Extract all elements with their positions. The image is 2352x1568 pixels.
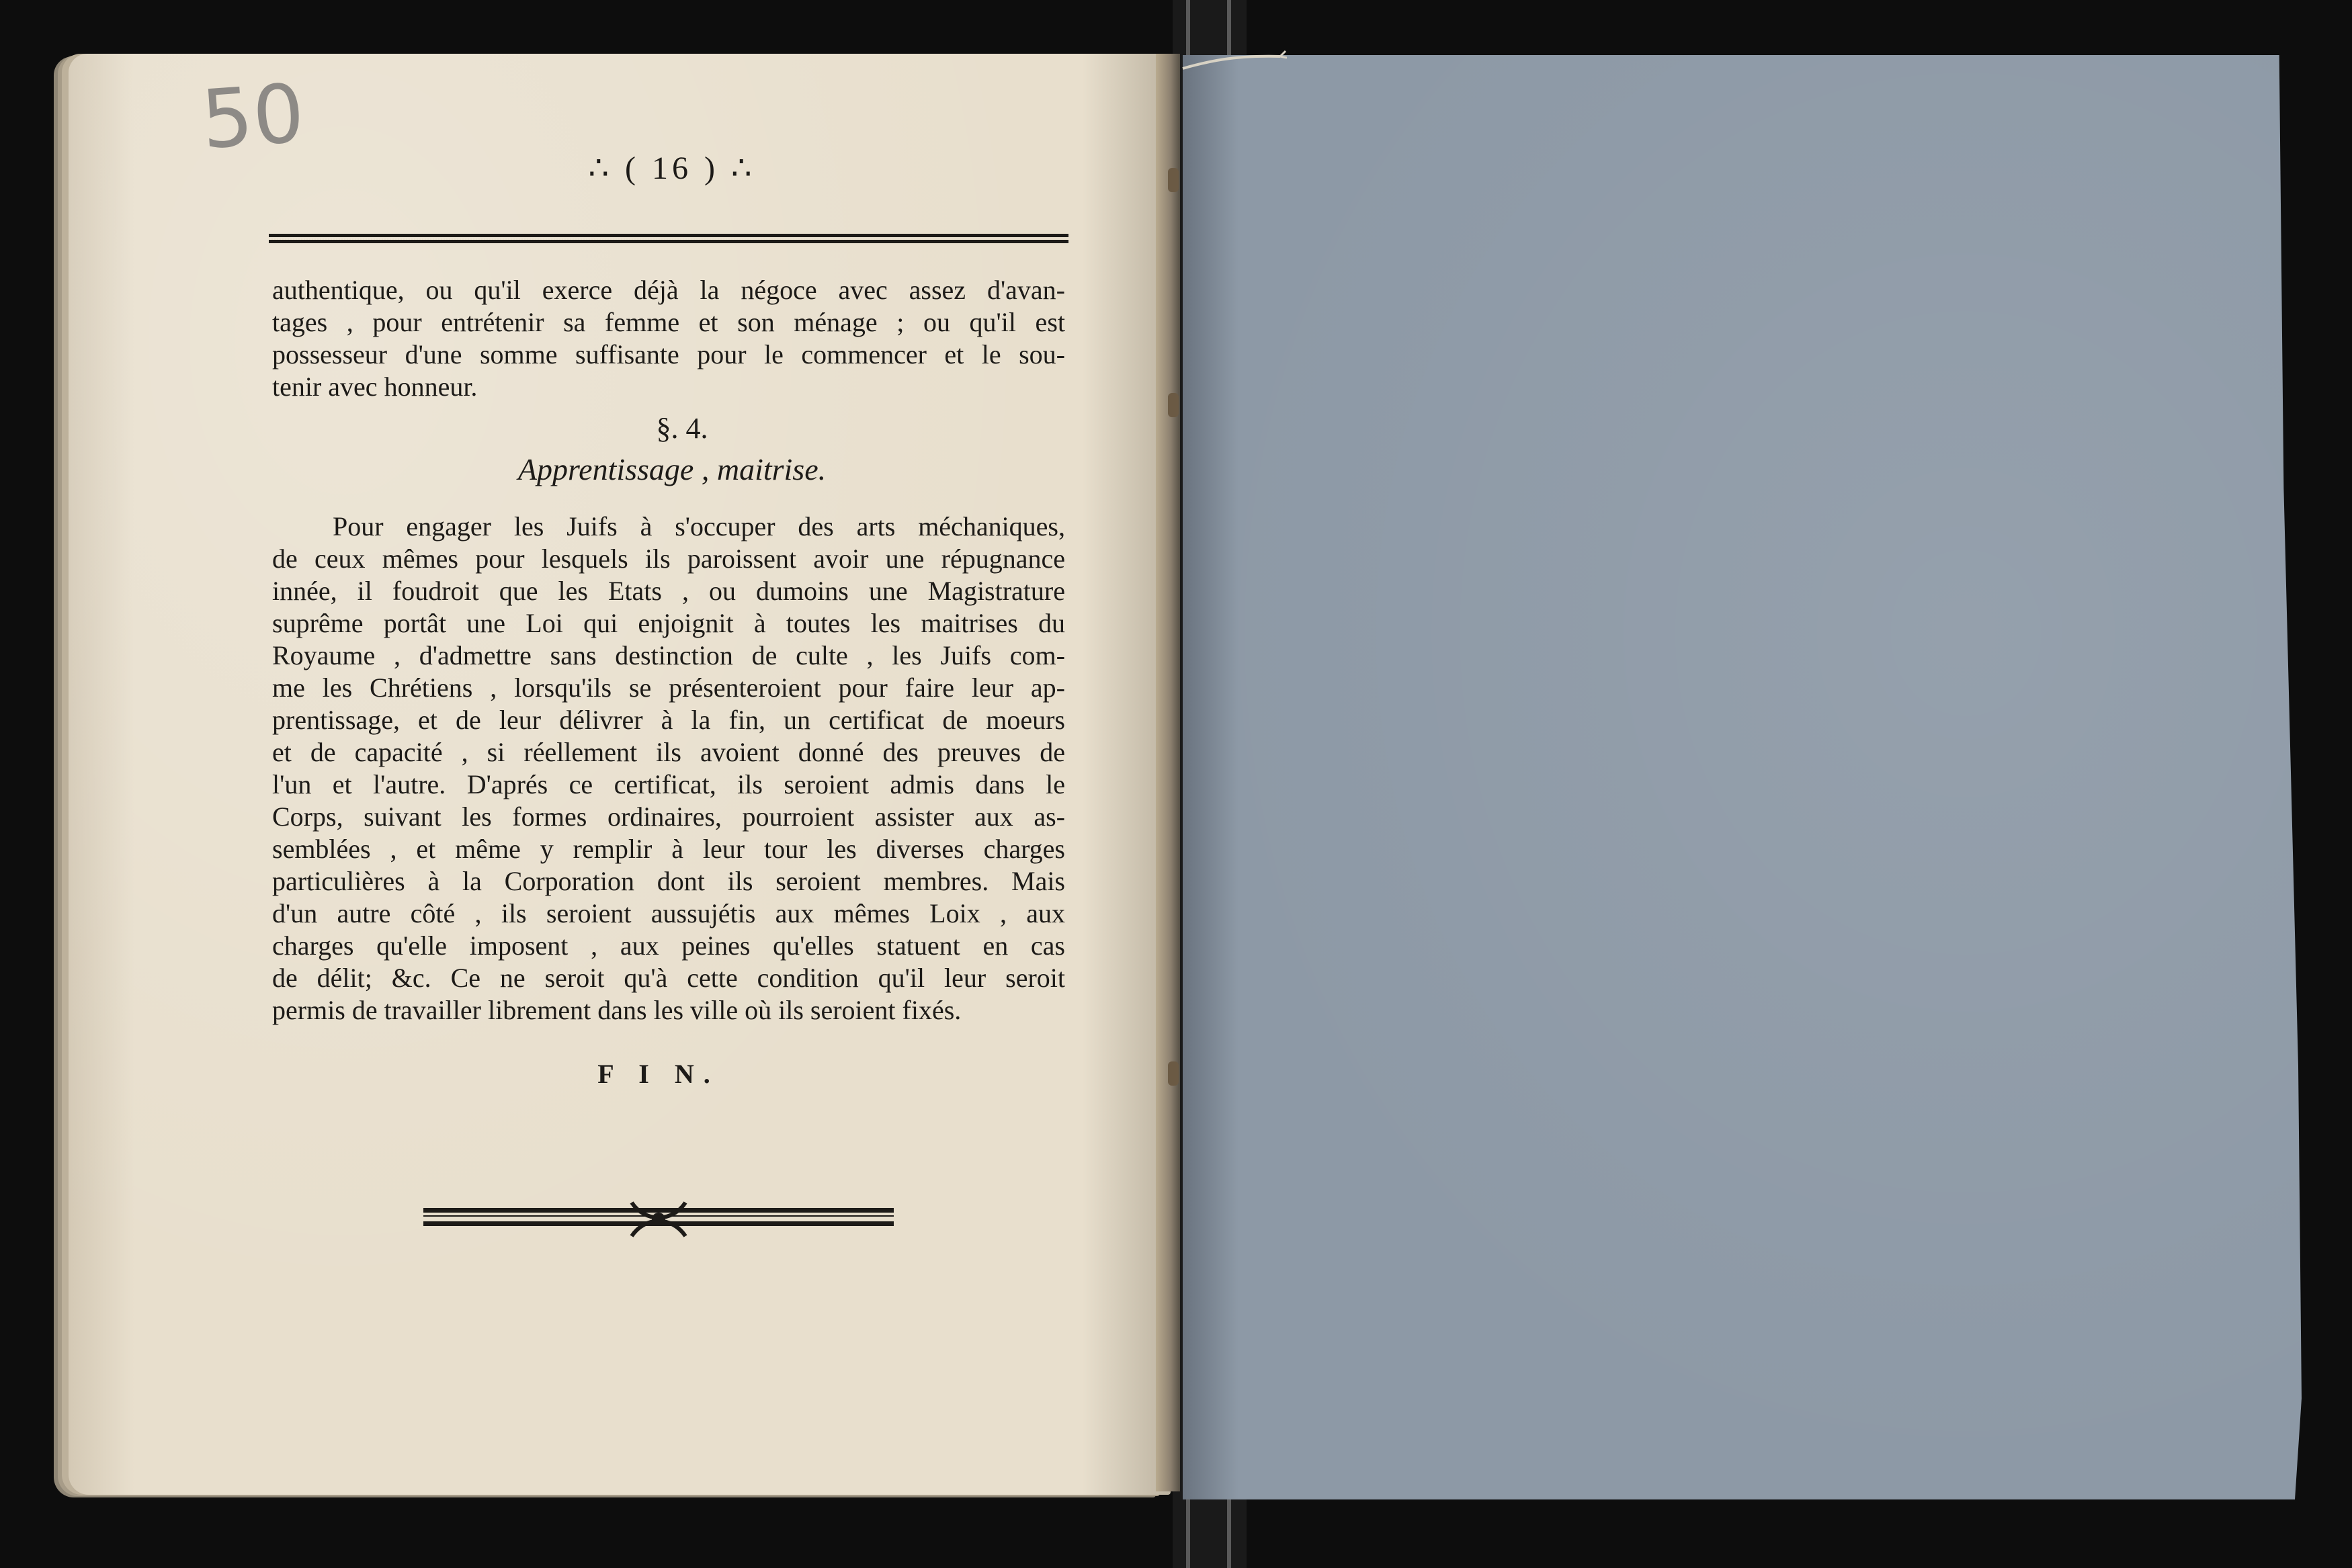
text-line: particulières à la Corporation dont ils seroient membres. Mais <box>272 866 1065 896</box>
text-line: prentissage, et de leur délivrer à la fin, un certificat de moeurs <box>272 705 1065 735</box>
text-line: authentique, ou qu'il exerce déjà la négoce avec assez d'avan- <box>272 275 1065 305</box>
text-line: innée, il foudroit que les Etats , ou dumoins une Magistrature <box>272 576 1065 606</box>
header-rule <box>269 234 1068 243</box>
pencil-annotation: 50 <box>198 67 308 168</box>
paragraph-2 <box>272 511 1065 1027</box>
text-line: semblées , et même y remplir à leur tour les diverses charges <box>272 834 1065 864</box>
binding-stitch <box>1168 1061 1179 1086</box>
text-line: me les Chrétiens , lorsqu'ils se présenteroient pour faire leur ap- <box>272 672 1065 703</box>
text-line: possesseur d'une somme suffisante pour le commencer et le sou- <box>272 339 1065 369</box>
book-gutter <box>1156 54 1180 1491</box>
binding-stitch <box>1168 168 1179 192</box>
blue-paper-cover <box>1183 55 2302 1499</box>
text-line: l'un et l'autre. D'aprés ce certificat, ils seroient admis dans le <box>272 769 1065 799</box>
binding-stitch <box>1168 393 1179 417</box>
page-number-header: ∴ ( 16 ) ∴ <box>588 150 756 186</box>
text-line: Royaume , d'admettre sans destinction de culte , les Juifs com- <box>272 640 1065 670</box>
text-line: de délit; &c. Ce ne seroit qu'à cette condition qu'il leur seroit <box>272 963 1065 993</box>
text-line: Corps, suivant les formes ordinaires, pourroient assister aux as- <box>272 801 1065 832</box>
text-line: tenir avec honneur. <box>272 372 478 402</box>
binding-thread <box>1179 48 1287 75</box>
text-line: d'un autre côté , ils seroient aussujétis aux mêmes Loix , aux <box>272 898 1065 928</box>
text-line: Pour engager les Juifs à s'occuper des arts méchaniques, <box>333 511 1065 541</box>
section-title: Apprentissage , maitrise. <box>517 452 827 486</box>
text-line: permis de travailler librement dans les ville où ils seroient fixés. <box>272 995 962 1025</box>
section-number: §. 4. <box>656 412 708 445</box>
text-line: et de capacité , si réellement ils avoient donné des preuves de <box>272 737 1065 767</box>
text-line: de ceux mêmes pour lesquels ils paroissent avoir une répugnance <box>272 543 1065 574</box>
text-line: charges qu'elle imposent , aux peines qu'elles statuent en cas <box>272 930 1065 961</box>
paragraph-1 <box>272 274 1065 403</box>
closing-fin: F I N. <box>597 1059 720 1089</box>
tailpiece-ornament <box>423 1196 894 1243</box>
text-line: tages , pour entrétenir sa femme et son ménage ; ou qu'il est <box>272 307 1065 337</box>
text-line: suprême portât une Loi qui enjoignit à toutes les maitrises du <box>272 608 1065 638</box>
